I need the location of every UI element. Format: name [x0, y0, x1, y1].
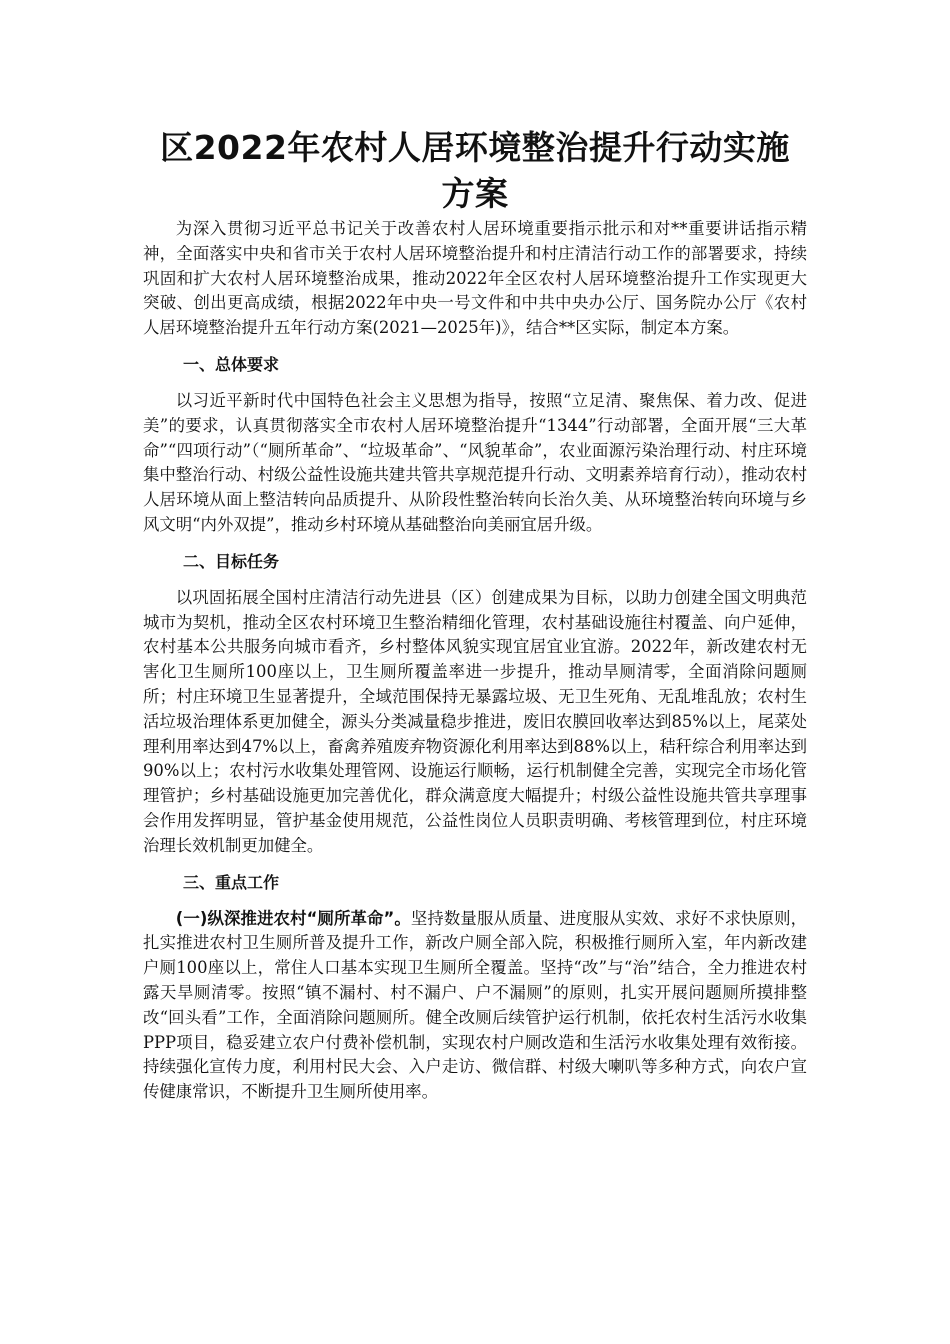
target-tasks-paragraph: 以巩固拓展全国村庄清洁行动先进县（区）创建成果为目标，以助力创建全国文明典范城市为契机，推动全区农村环境卫生整治精细化管理，农村基础设施往村覆盖、向户延伸，农村基本公共服务向城市看齐，乡村整体风貌实现宜居宜业宜游。2022年，新改建农村无害化卫生厕所100座以上，卫生厕所覆盖率进一步提升，推动旱厕清零，全面消除问题厕所；村庄环境卫生显著提升，全域范围保持无暴露垃圾、无卫生死角、无乱堆乱放；农村生活垃圾治理体系更加健全，源头分类减量稳步推进，废旧农膜回收率达到85%以上，尾菜处理利用率达到47%以上，畜禽养殖废弃物资源化利用率达到88%以上，秸秆综合利用率达到90%以上；农村污水收集处理管网、设施运行顺畅，运行机制健全完善，实现完全市场化管理管护；乡村基础设施更加完善优化，群众满意度大幅提升；村级公益性设施共管共享理事会作用发挥明显，管护基金使用规范，公益性岗位人员职责明确、考核管理到位，村庄环境治理长效机制更加健全。	[143, 587, 807, 855]
intro-paragraph: 为深入贯彻习近平总书记关于改善农村人居环境重要指示批示和对**重要讲话指示精神，全面落实中央和省市关于农村人居环境整治提升和村庄清洁行动工作的部署要求，持续巩固和扩大农村人居环境整治成果，推动2022年全区农村人居环境整治提升工作实现更大突破、创出更高成绩，根据2022年中央一号文件和中共中央办公厅、国务院办公厅《农村人居环境整治提升五年行动方案(2021—2025年)》，结合**区实际，制定本方案。	[143, 219, 807, 338]
toilet-revolution-paragraph	[143, 907, 807, 1105]
toilet-revolution-body: 坚持数量服从质量、进度服从实效、求好不求快原则，扎实推进农村卫生厕所普及提升工作，新改户厕全部入院，积极推行厕所入室，年内新改建户厕100座以上，常住人口基本实现卫生厕所全覆盖。坚持“改”与“治”结合，全力推进农村露天旱厕清零。按照“镇不漏村、村不漏户、户不漏厕”的原则，扎实开展问题厕所摸排整改“回头看”工作，全面消除问题厕所。健全改厕后续管护运行机制，依托农村生活污水收集PPP项目，稳妥建立农户付费补偿机制，实现农村户厕改造和生活污水收集处理有效衔接。持续强化宣传力度，利用村民大会、入户走访、微信群、村级大喇叭等多种方式，向农户宣传健康常识，不断提升卫生厕所使用率。	[143, 908, 807, 1102]
general-requirements-paragraph: 以习近平新时代中国特色社会主义思想为指导，按照“立足清、聚焦保、着力改、促进美”的要求，认真贯彻落实全市农村人居环境整治提升“1344”行动部署，全面开展“三大革命”“四项行动”（“厕所革命”、“垃圾革命”、“风貌革命”，农业面源污染治理行动、村庄环境集中整治行动、村级公益性设施共建共管共享规范提升行动、文明素养培育行动），推动农村人居环境从面上整洁转向品质提升、从阶段性整治转向长治久美、从环境整治转向环境与乡风文明“内外双提”，推动乡村环境从基础整治向美丽宜居升级。	[143, 390, 807, 534]
document-title-line-1: 区2022年农村人居环境整治提升行动实施	[160, 128, 790, 167]
document-page	[143, 125, 807, 1105]
section-heading-target-tasks: 二、目标任务	[183, 551, 280, 571]
document-title	[143, 125, 807, 217]
toilet-revolution-lead: (一)纵深推进农村“厕所革命”。	[175, 908, 411, 928]
section-heading-general-requirements: 一、总体要求	[183, 354, 280, 374]
section-heading-key-work: 三、重点工作	[183, 872, 280, 892]
document-title-line-2: 方案	[441, 174, 509, 213]
